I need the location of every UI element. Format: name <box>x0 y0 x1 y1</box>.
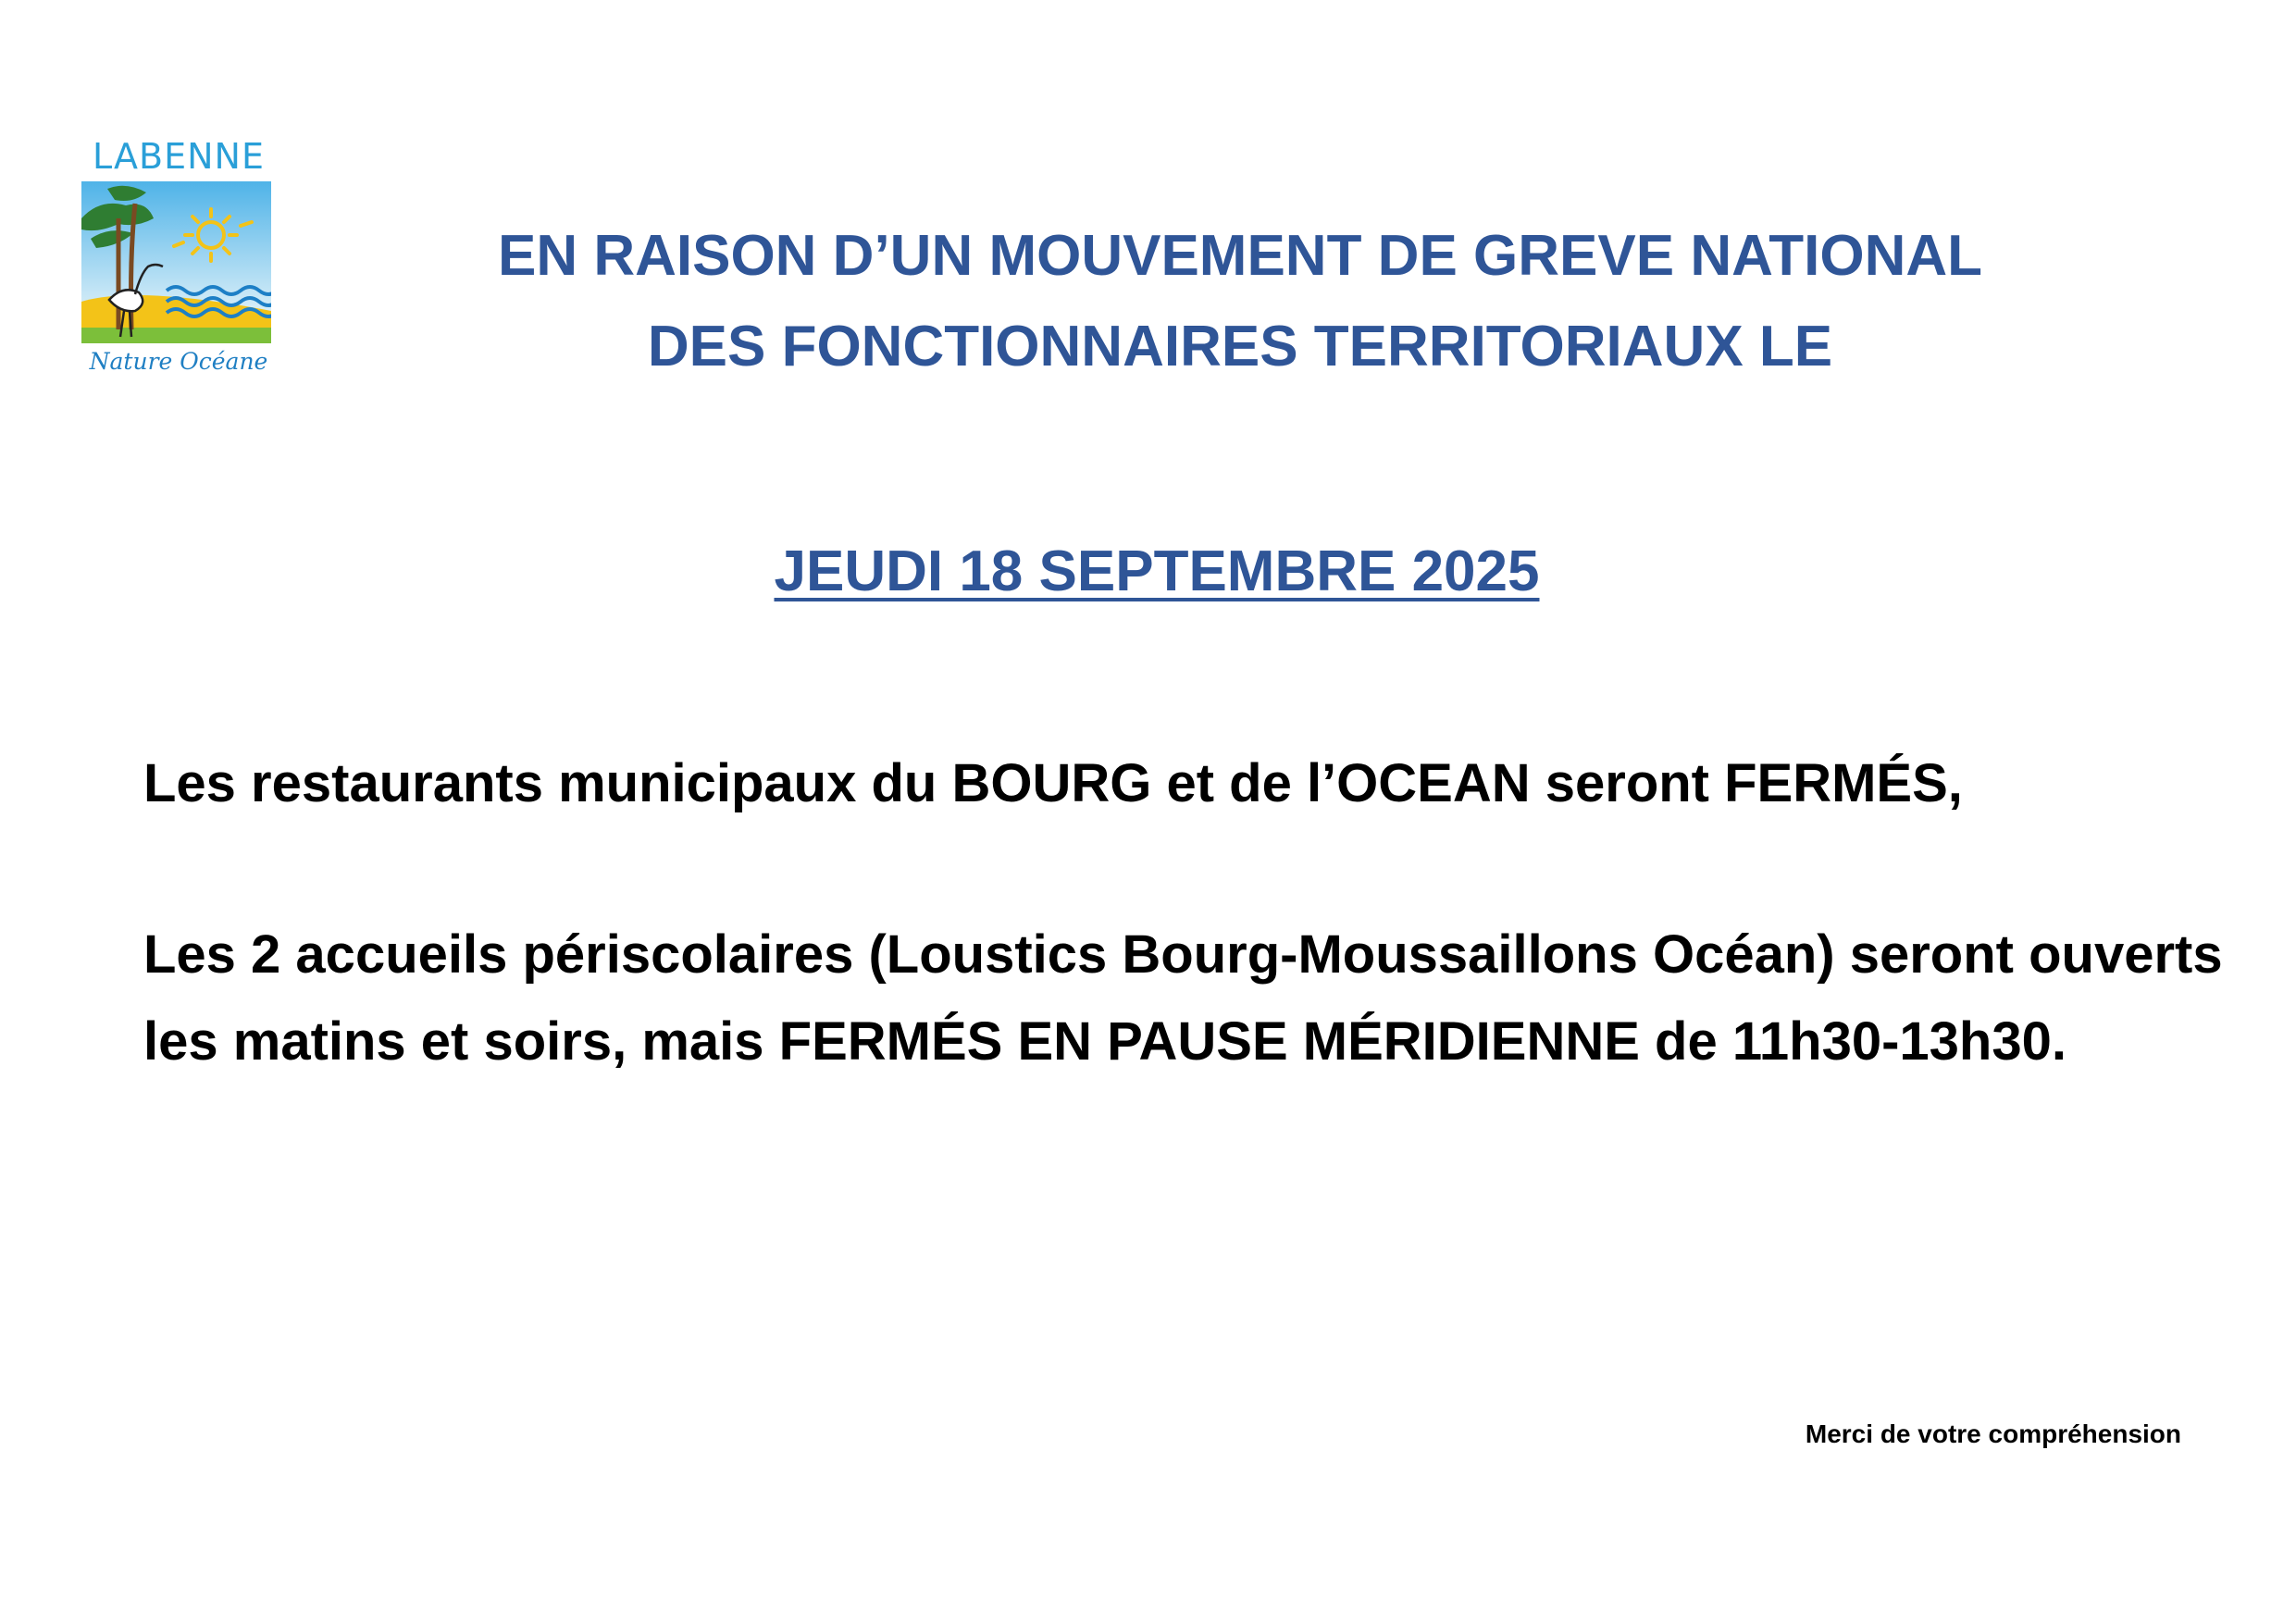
logo-tagline: Nature Océane <box>89 348 268 375</box>
headline-line-1: EN RAISON D’UN MOUVEMENT DE GREVE NATIONAL <box>497 224 1983 288</box>
notice-headline <box>444 211 2036 392</box>
thank-you-note: Merci de votre compréhension <box>1805 1419 2181 1448</box>
periscolaires-paragraph: Les 2 accueils périscolaires (Loustics Bourg-Moussaillons Océan) seront ouverts les matins et soirs, mais FERMÉS EN PAUSE MÉRIDIENNE de 11h30-13h30. <box>143 924 2223 1072</box>
strike-date: JEUDI 18 SEPTEMBRE 2025 <box>774 539 1540 603</box>
logo-landscape-icon <box>81 181 271 343</box>
headline-line-2: DES FONCTIONNAIRES TERRITORIAUX LE <box>647 315 1833 378</box>
restaurants-paragraph: Les restaurants municipaux du BOURG et de l’OCEAN seront FERMÉS, <box>143 753 1963 813</box>
labenne-logo <box>81 136 276 389</box>
logo-name: LABENNE <box>93 136 265 177</box>
